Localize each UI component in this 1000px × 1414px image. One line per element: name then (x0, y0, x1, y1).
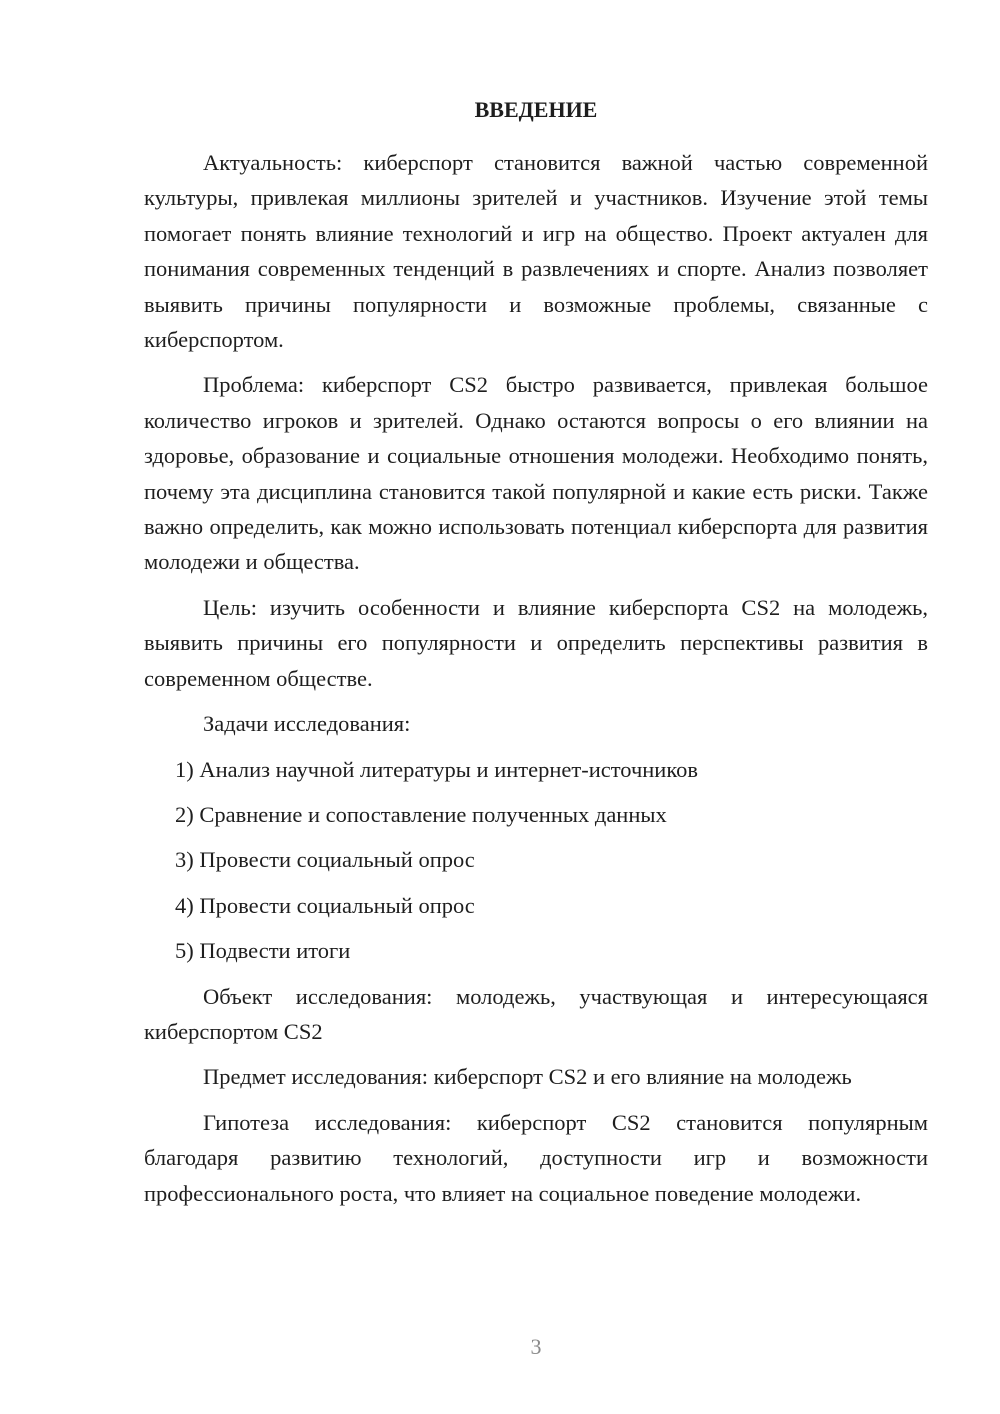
relevance-paragraph: Актуальность: киберспорт становится важной частью современной культуры, привлекая миллионы зрителей и участников. Изучение этой темы помогает понять влияние технологий и игр на общество. Проект актуален для понимания современных тенденций в развлечениях и спорте. Анализ позволяет выявить причины популярности и возможные проблемы, связанные с киберспортом. (144, 150, 928, 353)
object-paragraph: Объект исследования: молодежь, участвующая и интересующаяся киберспортом CS2 (144, 983, 928, 1044)
task-item: 1) Анализ научной литературы и интернет-источников (175, 756, 699, 782)
page-content (144, 95, 928, 1221)
subject-paragraph: Предмет исследования: киберспорт CS2 и его влияние на молодежь (203, 1064, 852, 1090)
task-item: 5) Подвести итоги (175, 938, 351, 964)
goal-paragraph: Цель: изучить особенности и влияние киберспорта CS2 на молодежь, выявить причины его популярности и определить перспективы развития в современном обществе. (144, 594, 928, 691)
section-title: ВВЕДЕНИЕ (474, 97, 598, 122)
problem-paragraph: Проблема: киберспорт CS2 быстро развивается, привлекая большое количество игроков и зрителей. Однако остаются вопросы о его влиянии на здоровье, образование и социальные отношения молодежи. Необходимо понять, почему эта дисциплина становится такой популярной и какие есть риски. Также важно определить, как можно использовать потенциал киберспорта для развития молодежи и общества. (144, 372, 928, 575)
page-number: 3 (530, 1334, 542, 1359)
task-item: 3) Провести социальный опрос (175, 847, 475, 873)
tasks-heading: Задачи исследования: (203, 711, 411, 737)
task-item: 2) Сравнение и сопоставление полученных данных (175, 801, 667, 827)
hypothesis-paragraph: Гипотеза исследования: киберспорт CS2 становится популярным благодаря развитию технологий, доступности игр и возможности профессионального роста, что влияет на социальное поведение молодежи. (144, 1109, 928, 1206)
tasks-list (144, 752, 928, 969)
task-item: 4) Провести социальный опрос (175, 892, 475, 918)
